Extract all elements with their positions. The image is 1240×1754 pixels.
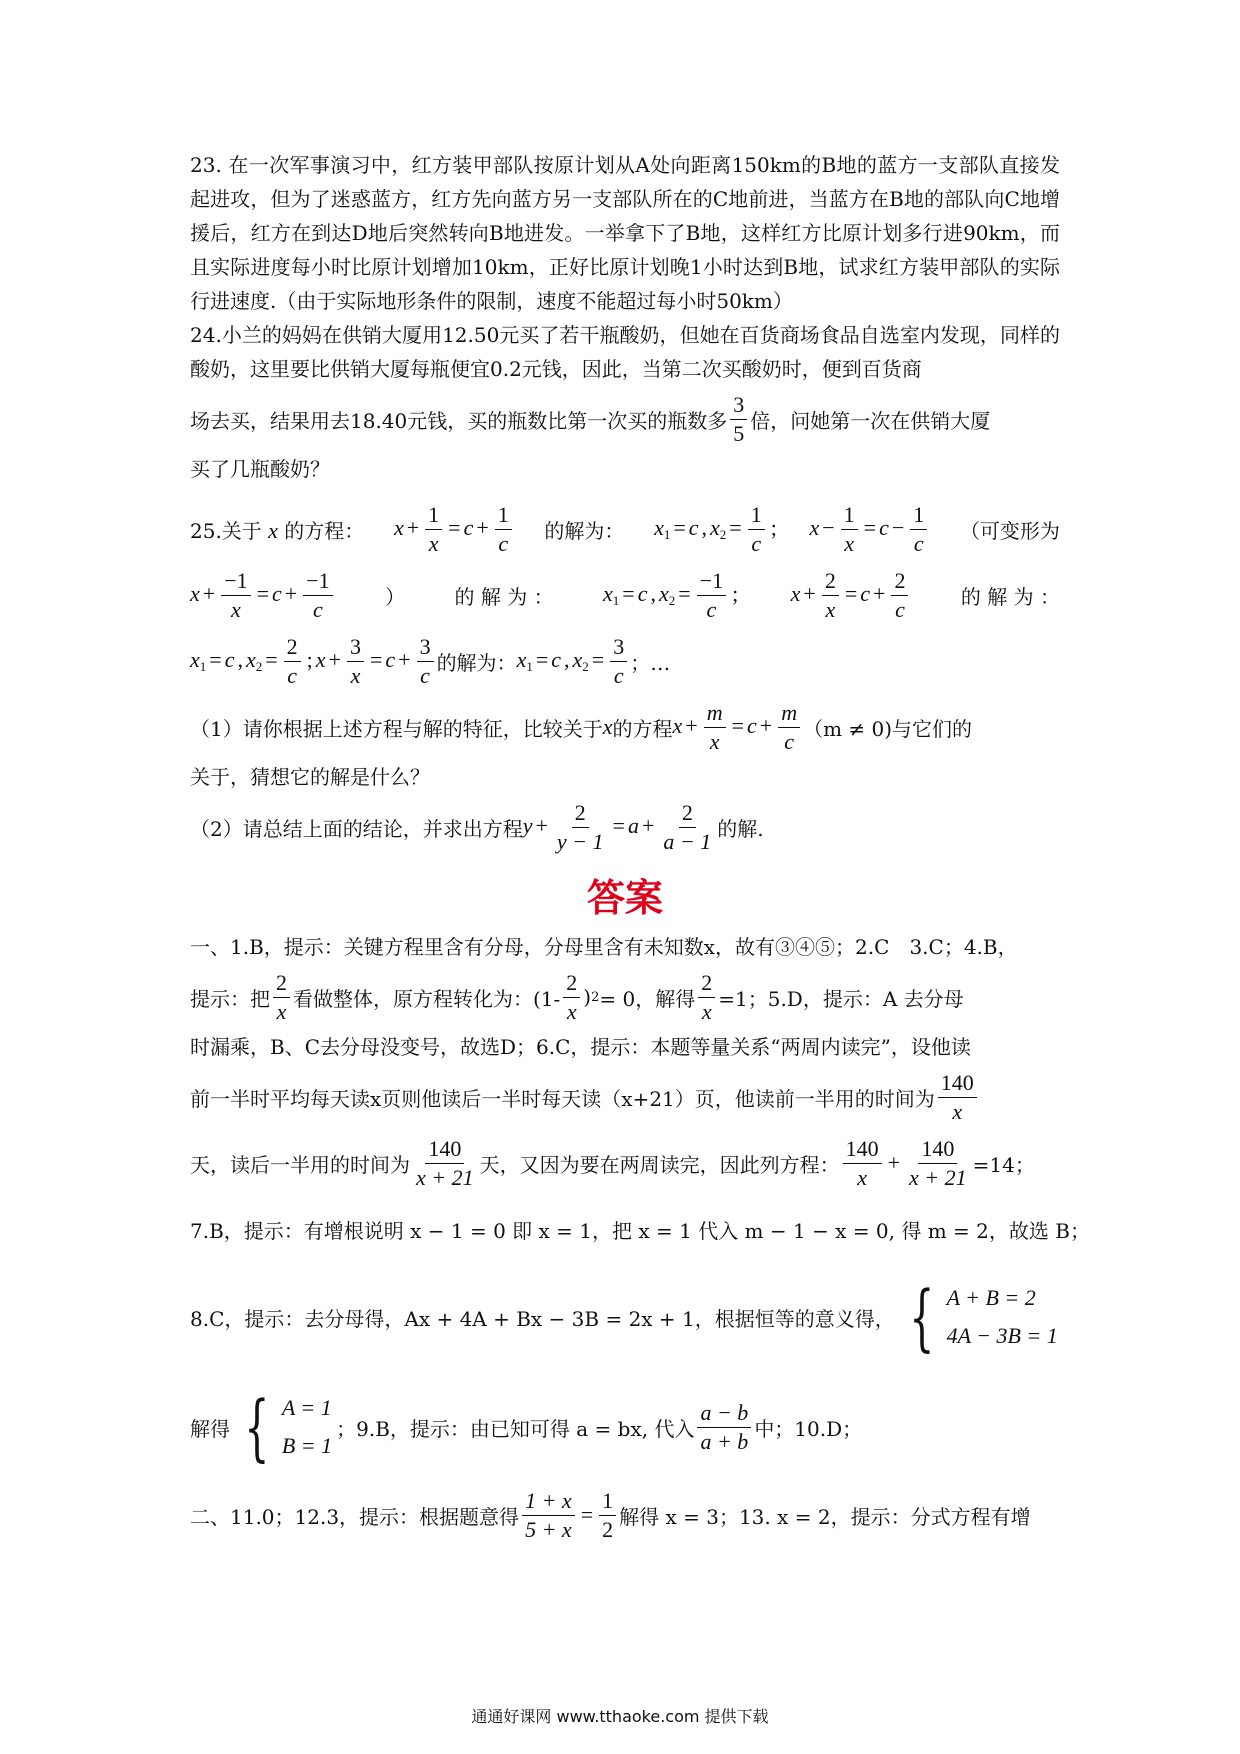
question-25-part-1-cont: 关于，猜想它的解是什么？ bbox=[190, 765, 430, 789]
general-equation: x + $\frac{m}{x}$ = c + $\frac{m}{c}$ bbox=[673, 700, 804, 755]
answer-line-3: 时漏乘，B、C去分母没变号，故选D；6.C，提示：本题等量关系“两周内读完”，设他读 bbox=[190, 1035, 971, 1059]
question-24-part-c: 倍，问她第一次在供销大厦 bbox=[750, 408, 991, 433]
solution-3: $x_1 = c$ , $x_2$ = $\frac{2}{c}$ ; bbox=[190, 633, 313, 688]
answer-line-7: 8.C，提示：去分母得，Ax + 4A + Bx − 3B = 2x + 1，根据恒等的意义得， { A + B = 2 4A − 3B = 1 bbox=[190, 1275, 1058, 1359]
equation-system-1: { A + B = 2 4A − 3B = 1 bbox=[909, 1275, 1058, 1359]
answer-line-6: 7.B，提示：有增根说明 x − 1 = 0 即 x = 1，把 x = 1 代入 m − 1 − x = 0, 得 m = 2，故选 B； bbox=[190, 1218, 1090, 1243]
answer-line-9: 二、11.0；12.3，提示：根据题意得 $\frac{1 + x}{5 + x}$ = $\frac{1}{2}$ 解得 x = 3；13. x = 2，提示：分式方程有增 bbox=[190, 1487, 1031, 1542]
document-body bbox=[190, 148, 1090, 1548]
equation-3: x + $\frac{2}{x}$ = c + $\frac{2}{c}$ bbox=[791, 568, 912, 623]
question-25-line-1: 25.关于 x 的方程： x + $\frac{1}{x}$ = c + $\frac{1}{c}$ 的解为： $x_1 = c$ , $x_2$ = $\frac{1}{c}$ ; x − $\frac{1}{x}$ = c − $\frac{1}{c}$ （可变形为 bbox=[190, 501, 1060, 556]
question-25-line-2: x + $\frac{-1}{x}$ = c + $\frac{-1}{c}$ ） 的 解 为 ： $x_1 = c$ , $x_2$ = $\frac{-1}{c}$ ; x + $\frac{2}{x}$ = c + $\frac{2}{c}$ 的 解 为 ： bbox=[190, 567, 1060, 622]
answer-line-1: 一、1.B，提示：关键方程里含有分母，分母里含有未知数x，故有③④⑤；2.C 3.C；4.B， bbox=[190, 935, 1018, 959]
equation-y: y + $\frac{2}{y - 1}$ = a + $\frac{2}{a - 1}$ bbox=[522, 799, 712, 854]
solution-2: $x_1 = c$ , $x_2$ = $\frac{-1}{c}$ ; bbox=[603, 567, 739, 622]
solution-1: $x_1 = c$ , $x_2$ = $\frac{1}{c}$ ; bbox=[654, 501, 777, 556]
question-24-fraction-line bbox=[190, 386, 1060, 452]
answer-title: 答案 bbox=[586, 876, 663, 920]
answer-line-8: 解得 { A = 1 B = 1 ；9.B，提示：由已知可得 a = bx, 代入 $\frac{a - b}{a + b}$ 中；10.D； bbox=[190, 1385, 863, 1469]
question-24-part-d: 买了几瓶酸奶？ bbox=[190, 457, 330, 481]
question-25-line-3: $x_1 = c$ , $x_2$ = $\frac{2}{c}$ ; x + $\frac{3}{x}$ = c + $\frac{3}{c}$ 的解为： $x_1 = c$ , $x_2$ = $\frac{3}{c}$ ；… bbox=[190, 633, 671, 688]
footer-credit: 通通好课网 www.tthaoke.com 提供下载 bbox=[471, 1707, 769, 1726]
equation-1: x + $\frac{1}{x}$ = c + $\frac{1}{c}$ bbox=[394, 502, 515, 557]
equation-system-2: { A = 1 B = 1 bbox=[244, 1385, 333, 1469]
question-23: 23. 在一次军事演习中，红方装甲部队按原计划从A处向距离150km的B地的蓝方一支部队直接发起进攻，但为了迷惑蓝方，红方先向蓝方另一支部队所在的C地前进，当蓝方在B地的部队向C地增援后，红方在到达D地后突然转向B地进发。一举拿下了B地，这样红方比原计划多行进90km，而且实际进度每小时比原计划增加10km，正好比原计划晚1小时达到B地，试求红方装甲部队的实际行进速度.（由于实际地形条件的限制，速度不能超过每小时50km） bbox=[190, 153, 1060, 313]
answer-line-5: 天，读后一半用的时间为 $\frac{140}{x + 21}$ 天，又因为要在两周读完，因此列方程： $\frac{140}{x}$ + $\frac{140}{x + 21}$ =14； bbox=[190, 1135, 1035, 1190]
equation-2-variant: x + $\frac{-1}{x}$ = c + $\frac{-1}{c}$ bbox=[190, 568, 336, 623]
answer-line-4: 前一半时平均每天读x页则他读后一半时每天读（x+21）页，他读前一半用的时间为 $\frac{140}{x}$ bbox=[190, 1064, 1060, 1130]
fraction-three-fifths: $\frac{3}{5}$ bbox=[730, 392, 747, 447]
question-25-part-2: （2）请总结上面的结论，并求出方程 y + $\frac{2}{y - 1}$ = a + $\frac{2}{a - 1}$ 的解. bbox=[190, 799, 764, 854]
solution-4: $x_1 = c$ , $x_2$ = $\frac{3}{c}$ bbox=[517, 634, 631, 689]
equation-4: x + $\frac{3}{x}$ = c + $\frac{3}{c}$ bbox=[316, 634, 437, 689]
question-24-part-a: 24.小兰的妈妈在供销大厦用12.50元买了若干瓶酸奶，但她在百货商场食品自选室内发现，同样的酸奶，这里要比供销大厦每瓶便宜0.2元钱，因此，当第二次买酸奶时，便到百货商 bbox=[190, 323, 1060, 381]
question-24-part-b: 场去买，结果用去18.40元钱，买的瓶数比第一次买的瓶数多 bbox=[190, 408, 728, 433]
equation-2: x − $\frac{1}{x}$ = c − $\frac{1}{c}$ bbox=[809, 502, 930, 557]
question-25-part-1: （1）请你根据上述方程与解的特征，比较关于 x 的方程 x + $\frac{m}{x}$ = c + $\frac{m}{c}$ （m ≠ 0)与它们的 bbox=[190, 699, 973, 754]
answer-line-2: 提示：把 $\frac{2}{x}$ 看做整体，原方程转化为：(1- $\frac{2}{x}$ ) 2 = 0，解得 $\frac{2}{x}$ =1；5.D，提示：A 去分母 bbox=[190, 969, 964, 1024]
